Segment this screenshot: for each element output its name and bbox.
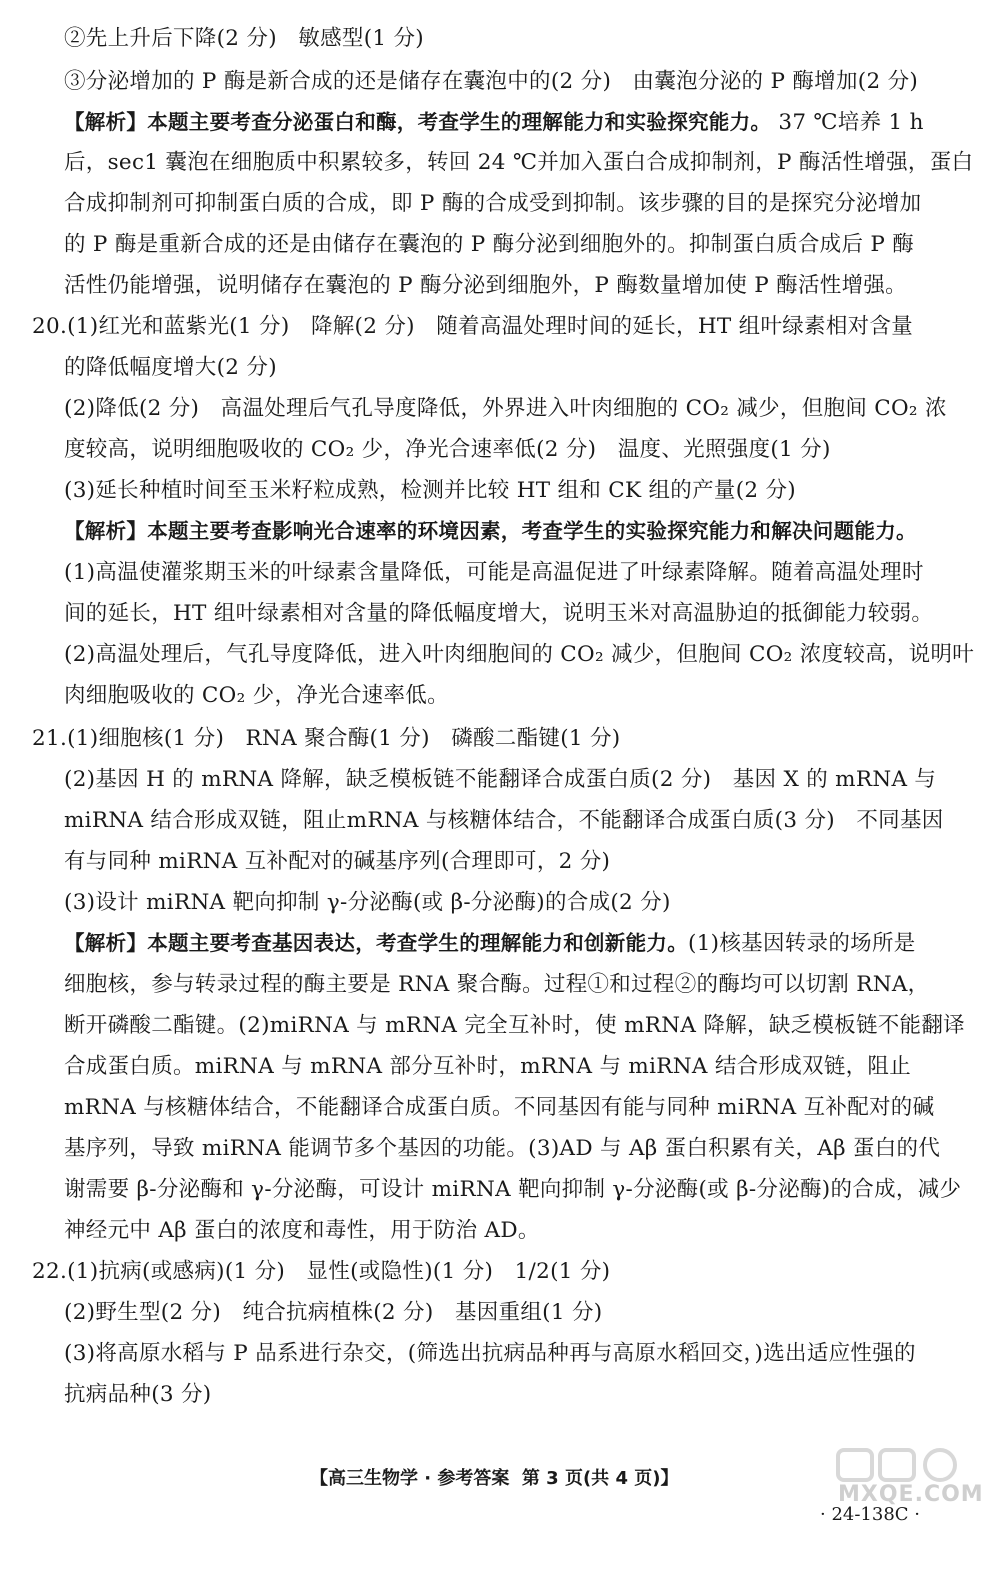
- text-line: 后，sec1 囊泡在细胞质中积累较多，转回 24 ℃并加入蛋白合成抑制剂，P 酶活性增强，蛋白: [64, 150, 974, 175]
- text-line: 肉细胞吸收的 CO₂ 少，净光合速率低。: [64, 683, 449, 708]
- text-line: 基序列，导致 miRNA 能调节多个基因的功能。(3)AD 与 Aβ 蛋白积累有关，Aβ 蛋白的代: [64, 1136, 941, 1161]
- text-line: 的降低幅度增大(2 分): [64, 355, 277, 380]
- text-line: 间的延长，HT 组叶绿素相对含量的降低幅度增大，说明玉米对高温胁迫的抵御能力较弱。: [64, 601, 934, 626]
- text-line: ③分泌增加的 P 酶是新合成的还是储存在囊泡中的(2 分) 由囊泡分泌的 P 酶增加(2 分): [64, 69, 919, 94]
- text-line: (2)基因 H 的 mRNA 降解，缺乏模板链不能翻译合成蛋白质(2 分) 基因 X 的 mRNA 与: [64, 767, 937, 792]
- text-line: 度较高，说明细胞吸收的 CO₂ 少，净光合速率低(2 分) 温度、光照强度(1 分): [64, 437, 831, 462]
- text-line: mRNA 与核糖体结合，不能翻译合成蛋白质。不同基因有能与同种 miRNA 互补配对的碱: [64, 1095, 935, 1120]
- text-line: 断开磷酸二酯键。(2)miRNA 与 mRNA 完全互补时，使 mRNA 降解，缺乏模板链不能翻译: [64, 1013, 965, 1038]
- text-line: 有与同种 miRNA 互补配对的碱基序列(合理即可，2 分): [64, 849, 611, 874]
- text-line: 合成抑制剂可抑制蛋白质的合成，即 P 酶的合成受到抑制。该步骤的目的是探究分泌增加: [64, 191, 922, 216]
- text-line: (2)野生型(2 分) 纯合抗病植株(2 分) 基因重组(1 分): [64, 1300, 603, 1325]
- footer-code: · 24-138C ·: [820, 1504, 921, 1525]
- text-line: 细胞核，参与转录过程的酶主要是 RNA 聚合酶。过程①和过程②的酶均可以切割 RNA，: [64, 972, 930, 997]
- text-line: (1)高温使灌浆期玉米的叶绿素含量降低，可能是高温促进了叶绿素降解。随着高温处理时: [64, 560, 924, 585]
- text-line: ②先上升后下降(2 分) 敏感型(1 分): [64, 26, 424, 51]
- text-line: (3)设计 miRNA 靶向抑制 γ-分泌酶(或 β-分泌酶)的合成(2 分): [64, 890, 671, 915]
- analysis-line: 【解析】本题主要考查基因表达，考查学生的理解能力和创新能力。(1)核基因转录的场所是: [64, 931, 916, 956]
- text-line: 抗病品种(3 分): [64, 1382, 212, 1407]
- footer-title: 【高三生物学 · 参考答案 第 3 页(共 4 页)】: [310, 1468, 679, 1489]
- text-line: 合成蛋白质。miRNA 与 mRNA 部分互补时，mRNA 与 miRNA 结合形成双链，阻止: [64, 1054, 912, 1079]
- watermark-text: MXQE.COM: [838, 1482, 984, 1507]
- text-line: 神经元中 Aβ 蛋白的浓度和毒性，用于防治 AD。: [64, 1218, 540, 1243]
- text-line: (2)高温处理后，气孔导度降低，进入叶肉细胞间的 CO₂ 减少，但胞间 CO₂ 浓度较高，说明叶: [64, 642, 975, 667]
- text-line: 活性仍能增强，说明储存在囊泡的 P 酶分泌到细胞外，P 酶数量增加使 P 酶活性增强。: [64, 273, 907, 298]
- text-line: 的 P 酶是重新合成的还是由储存在囊泡的 P 酶分泌到细胞外的。抑制蛋白质合成后 P 酶: [64, 232, 915, 257]
- question-21-line: 21.(1)细胞核(1 分) RNA 聚合酶(1 分) 磷酸二酯键(1 分): [32, 726, 621, 751]
- question-22-line: 22.(1)抗病(或感病)(1 分) 显性(或隐性)(1 分) 1/2(1 分): [32, 1259, 611, 1284]
- question-20-line: 20.(1)红光和蓝紫光(1 分) 降解(2 分) 随着高温处理时间的延长，HT 组叶绿素相对含量: [32, 314, 914, 339]
- analysis-line: 【解析】本题主要考查分泌蛋白和酶，考查学生的理解能力和实验探究能力。 37 ℃培养 1 h: [64, 110, 924, 135]
- text-line: (3)延长种植时间至玉米籽粒成熟，检测并比较 HT 组和 CK 组的产量(2 分): [64, 478, 796, 503]
- text-line: (3)将高原水稻与 P 品系进行杂交，(筛选出抗病品种再与高原水稻回交，)选出适应性强的: [64, 1341, 916, 1366]
- analysis-line: 【解析】本题主要考查影响光合速率的环境因素，考查学生的实验探究能力和解决问题能力。: [64, 519, 917, 543]
- text-line: miRNA 结合形成双链，阻止mRNA 与核糖体结合，不能翻译合成蛋白质(3 分) 不同基因: [64, 808, 944, 833]
- text-line: 谢需要 β-分泌酶和 γ-分泌酶，可设计 miRNA 靶向抑制 γ-分泌酶(或 β-分泌酶)的合成，减少: [64, 1177, 962, 1202]
- text-line: (2)降低(2 分) 高温处理后气孔导度降低，外界进入叶肉细胞的 CO₂ 减少，但胞间 CO₂ 浓: [64, 396, 947, 421]
